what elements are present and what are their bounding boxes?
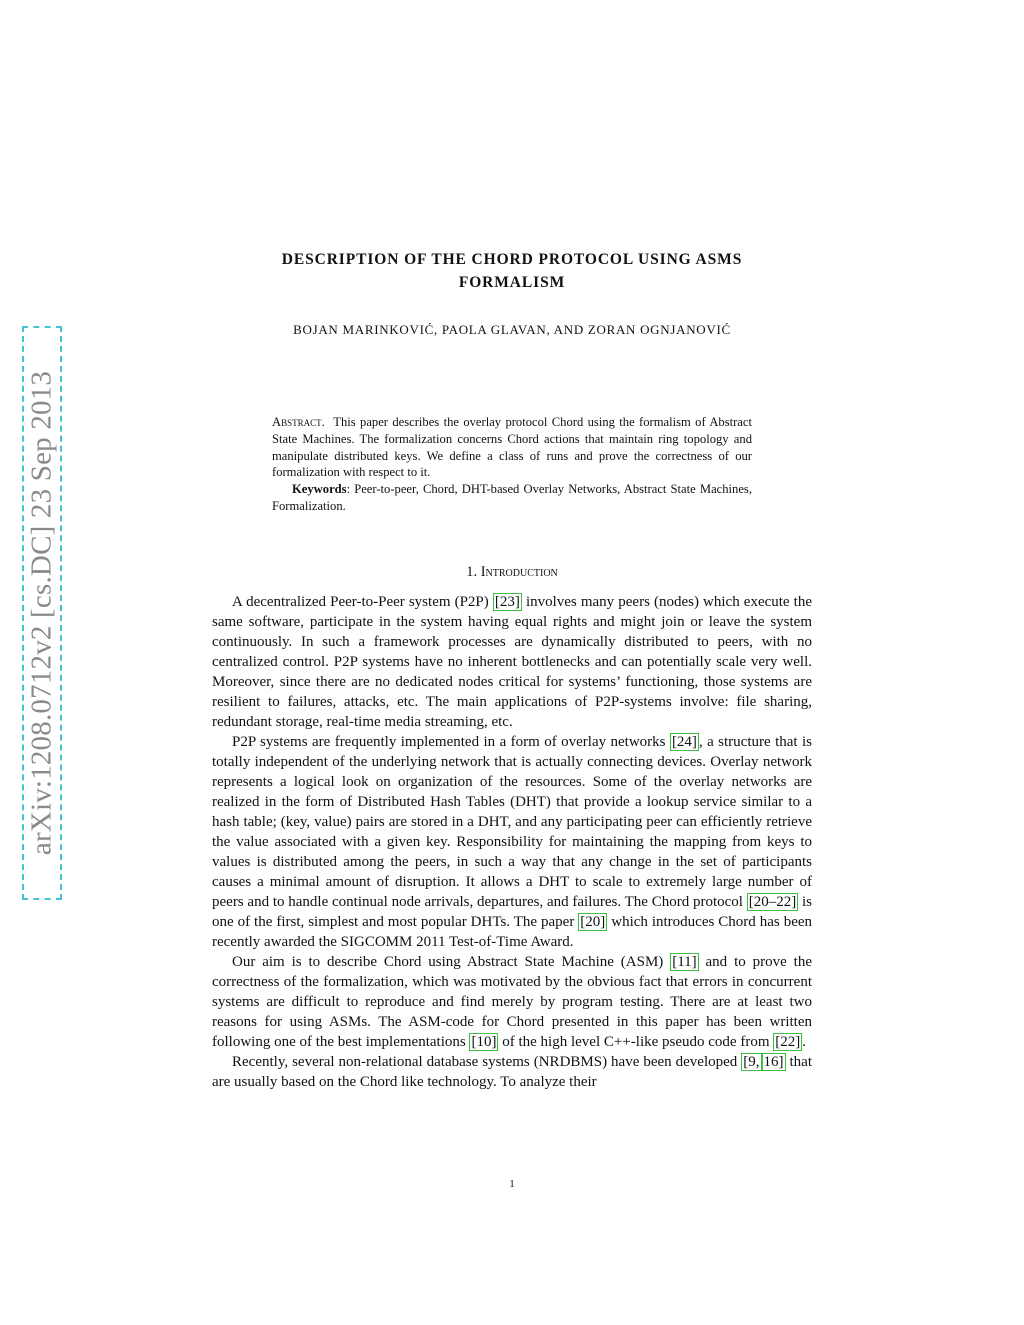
text-run: A decentralized Peer-to-Peer system (P2P) bbox=[232, 594, 493, 610]
paper-title bbox=[212, 248, 812, 294]
text-run: of the high level C++-like pseudo code from bbox=[498, 1034, 774, 1050]
abstract bbox=[272, 414, 752, 515]
paragraph-1 bbox=[212, 592, 812, 732]
body-text bbox=[212, 592, 812, 1092]
keywords-label: Keywords bbox=[292, 482, 347, 497]
paragraph-3 bbox=[212, 952, 812, 1052]
citation-link[interactable]: [9, bbox=[743, 1054, 760, 1070]
text-run: which introduces Chord has been recently awarded the SIGCOMM 2011 Test-of-Time Award. bbox=[212, 914, 813, 950]
abstract-label: Abstract. bbox=[272, 415, 325, 429]
text-run: Recently, several non-relational database systems (NRDBMS) have been developed bbox=[232, 1054, 742, 1070]
citation-link[interactable]: [10] bbox=[471, 1034, 497, 1050]
citation-link[interactable]: [20–22] bbox=[748, 894, 797, 910]
authors: BOJAN MARINKOVIĆ, PAOLA GLAVAN, AND ZORAN OGNJANOVIĆ bbox=[293, 322, 731, 337]
title-line-2: FORMALISM bbox=[458, 274, 566, 291]
citation-link[interactable]: [23] bbox=[494, 594, 520, 610]
keywords-text: : Peer-to-peer, Chord, DHT-based Overlay Networks, Abstract State Machines, Formalization. bbox=[272, 482, 752, 513]
section-title: Introduction bbox=[480, 564, 558, 580]
page-number: 1 bbox=[509, 1178, 515, 1190]
citation-link[interactable]: [11] bbox=[672, 954, 697, 970]
paragraph-4 bbox=[212, 1052, 812, 1092]
title-line-1: DESCRIPTION OF THE CHORD PROTOCOL USING ASMS bbox=[281, 251, 743, 268]
arxiv-stamp-text: arXiv:1208.0712v2 [cs.DC] 23 Sep 2013 bbox=[25, 370, 58, 856]
text-run: that are usually based on the Chord like technology. To analyze their bbox=[212, 1054, 813, 1090]
text-run: Our aim is to describe Chord using Abstract State Machine (ASM) bbox=[232, 954, 671, 970]
abstract-text: This paper describes the overlay protocol Chord using the formalism of Abstract State Machines. The formalization concerns Chord actions that maintain ring topology and manipulate distributed keys. We define a class of runs and prove the correctness of our formalization with respect to it. bbox=[272, 415, 752, 480]
text-run: P2P systems are frequently implemented in a form of overlay networks bbox=[232, 734, 670, 750]
text-run: involves many peers (nodes) which execute the same software, participate in the system having equal rights and might join or leave the system continuously. In such a framework processes are dynamically distributed to peers, with no centralized control. P2P systems have no inherent bottlenecks and can potentially scale very well. Moreover, since there are no dedicated nodes critical for systems’ functioning, those systems are resilient to failures, attacks, etc. The main applications of P2P-systems involve: file sharing, redundant storage, real-time media streaming, etc. bbox=[212, 594, 812, 730]
arxiv-stamp bbox=[22, 326, 62, 900]
text-run: is one of the first, simplest and most popular DHTs. The paper bbox=[212, 894, 812, 930]
citation-link[interactable]: 16] bbox=[763, 1054, 784, 1070]
citation-link[interactable]: [20] bbox=[580, 914, 606, 930]
citation-link[interactable]: [22] bbox=[775, 1034, 801, 1050]
text-run: and to prove the correctness of the formalization, which was motivated by the obvious fact that errors in concurrent systems are difficult to reproduce and find merely by program testing. There are at least two reasons for using ASMs. The ASM-code for Chord presented in this paper has been written following one of the best implementations bbox=[212, 954, 812, 1050]
section-heading bbox=[212, 564, 812, 581]
section-number: 1. bbox=[466, 564, 478, 580]
text-run: , a structure that is totally independent of the underlying network that is actually connecting devices. Overlay network represents a logical look on organization of the resources. Some of the overlay networks are realized in the form of Distributed Hash Tables (DHT) that provide a lookup service similar to a hash table; (key, value) pairs are stored in a DHT, and any participating peer can efficiently retrieve the value associated with a given key. Responsibility for maintaining the mapping from keys to values is distributed among the peers, in such a way that any change in the set of participants causes a minimal amount of disruption. It allows a DHT to scale to extremely large number of peers and to handle continual node arrivals, departures, and failures. The Chord protocol bbox=[212, 734, 812, 910]
text-run: . bbox=[802, 1034, 806, 1050]
citation-link[interactable]: [24] bbox=[671, 734, 697, 750]
paragraph-2 bbox=[212, 732, 812, 952]
